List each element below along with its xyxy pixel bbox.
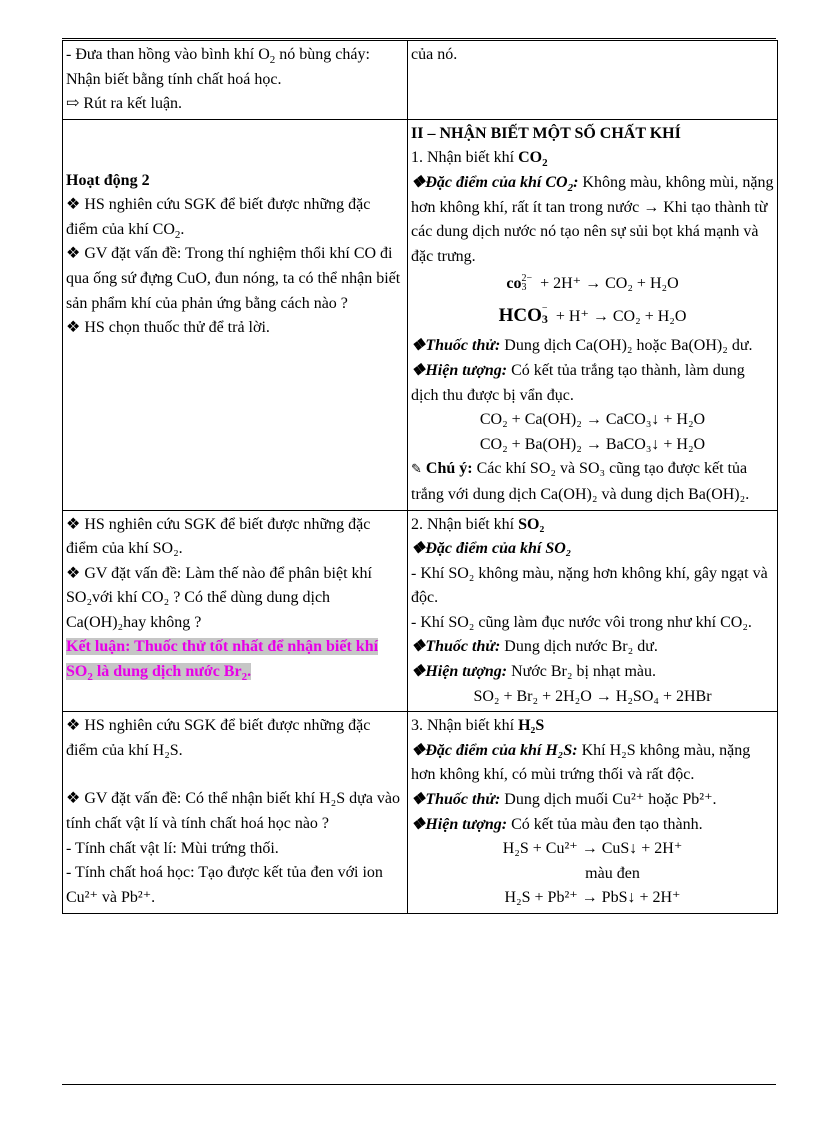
feature-label: ❖Đặc điểm của khí SO₂ — [411, 540, 572, 558]
activity-cell — [63, 510, 408, 712]
activity-cell — [63, 712, 408, 914]
reagent-paragraph: ❖Thuốc thử: Dung dịch nước Br₂ dư. — [411, 638, 658, 656]
reagent-paragraph: ❖Thuốc thử: Dung dịch Ca(OH)₂ hoặc Ba(OH)₂ dư. — [411, 337, 753, 355]
content-cell — [408, 119, 778, 510]
phenomenon-paragraph: ❖Hiện tượng: Có kết tủa trắng tạo thành, làm dung dịch thu được bị vẩn đục. — [411, 361, 745, 404]
bottom-rule — [62, 1084, 776, 1085]
content-cell — [408, 510, 778, 712]
activity-cell — [63, 41, 408, 120]
phenomenon-paragraph: ❖Hiện tượng: Có kết tủa màu đen tạo thành. — [411, 815, 703, 833]
top-rule — [62, 38, 776, 39]
activity-item: ❖ HS nghiên cứu SGK để biết được những đặc điểm của khí H₂S. — [66, 717, 371, 759]
table-row — [63, 41, 778, 120]
property-line: - Tính chất vật lí: Mùi trứng thối. — [66, 839, 279, 857]
activity-item: ❖ HS nghiên cứu SGK để biết được những đặc điểm của khí SO₂. — [66, 515, 371, 558]
equation: CO₂ + Ba(OH)₂ → BaCO₃↓ + H₂O — [479, 435, 706, 453]
table-row — [63, 712, 778, 914]
conclusion-highlight: Kết luận: Thuốc thử tốt nhất để nhận biết khí $SO_2$ là dung dịch nước $Br_2$. — [66, 638, 379, 684]
activity-item: ❖ GV đặt vấn đề: Làm thế nào để phân biệt khí SO₂với khí CO₂ ? Có thể dùng dung dịch Ca(OH)₂hay không ? — [66, 564, 372, 631]
pencil-note-icon: ✎ — [411, 462, 422, 478]
activity-item: ❖ HS chọn thuốc thử để trả lời. — [66, 319, 270, 337]
subsection-title: 3. Nhận biết khí H₂S — [411, 717, 545, 735]
activity-cell — [63, 119, 408, 510]
phenomenon-paragraph: ❖Hiện tượng: Nước Br₂ bị nhạt màu. — [411, 663, 656, 681]
subsection-title: 2. Nhận biết khí SO₂ — [411, 515, 545, 533]
content-cell — [408, 41, 778, 120]
continuation-text: của nó. — [411, 46, 458, 63]
feature-paragraph: ❖Đặc điểm của khí $CO_2$: Không màu, không mùi, nặng hơn không khí, rất ít tan trong nước → Khi tạo thành từ các dung dịch nước nó tạo nên sự sủi bọt khá mạnh và đặc trưng. — [411, 173, 774, 265]
table-row — [63, 510, 778, 712]
lesson-table — [62, 40, 778, 914]
reagent-paragraph: ❖Thuốc thử: Dung dịch muối Cu²⁺ hoặc Pb²⁺. — [411, 791, 717, 809]
subsection-title: 1. Nhận biết khí $CO_2$ — [411, 149, 548, 170]
conclusion-arrow-text: ⇨ Rút ra kết luận. — [66, 95, 183, 113]
feature-paragraph: ❖Đặc điểm của khí H₂S: Khí H₂S không màu, nặng hơn không khí, có mùi trứng thối và rất độc. — [411, 741, 751, 784]
activity-item: ❖ HS nghiên cứu SGK để biết được những đặc điểm của khí $CO_2$. — [66, 196, 371, 241]
charcoal-test-text: - Đưa than hồng vào bình khí $O_2$ nó bùng cháy: Nhận biết bằng tính chất hoá học. — [66, 46, 370, 88]
equation-note: màu đen — [585, 864, 640, 882]
equation: CO₂ + Ca(OH)₂ → CaCO₃↓ + H₂O — [479, 411, 706, 429]
property-line: - Tính chất hoá học: Tạo được kết tủa đen với ion Cu²⁺ và Pb²⁺. — [66, 864, 383, 906]
table-row — [63, 119, 778, 510]
feature-line: - Khí SO₂ không màu, nặng hơn không khí, gây ngạt và độc. — [411, 564, 768, 607]
activity-item: ❖ GV đặt vấn đề: Có thể nhận biết khí H₂S dựa vào tính chất vật lí và tính chất hoá học nào ? — [66, 790, 401, 833]
equation: co 2− 3 + 2H⁺ → CO₂ + H₂O — [506, 273, 679, 294]
activity-heading: Hoạt động 2 — [66, 171, 150, 189]
spacer — [66, 763, 404, 787]
equation: HCO − 3 + H⁺ → CO₂ + H₂O — [498, 303, 687, 327]
activity-item: ❖ GV đặt vấn đề: Trong thí nghiệm thổi khí CO đi qua ống sứ đựng CuO, đun nóng, ta có thể nhận biết sản phẩm khí của phản ứng bằng cách nào ? — [66, 245, 401, 312]
content-cell — [408, 712, 778, 914]
equation: H₂S + Cu²⁺ → CuS↓ + 2H⁺ — [502, 840, 683, 858]
feature-line: - Khí SO₂ cũng làm đục nước vôi trong như khí CO₂. — [411, 613, 752, 631]
equation: H₂S + Pb²⁺ → PbS↓ + 2H⁺ — [504, 889, 681, 907]
note-paragraph: ✎ Chú ý: Các khí SO₂ và SO₃ cũng tạo được kết tủa trắng với dung dịch Ca(OH)₂ và dung dịch Ba(OH)₂. — [411, 460, 750, 503]
section-title: II – NHẬN BIẾT MỘT SỐ CHẤT KHÍ — [411, 124, 681, 142]
equation: SO₂ + Br₂ + 2H₂O → H₂SO₄ + 2HBr — [473, 687, 712, 705]
